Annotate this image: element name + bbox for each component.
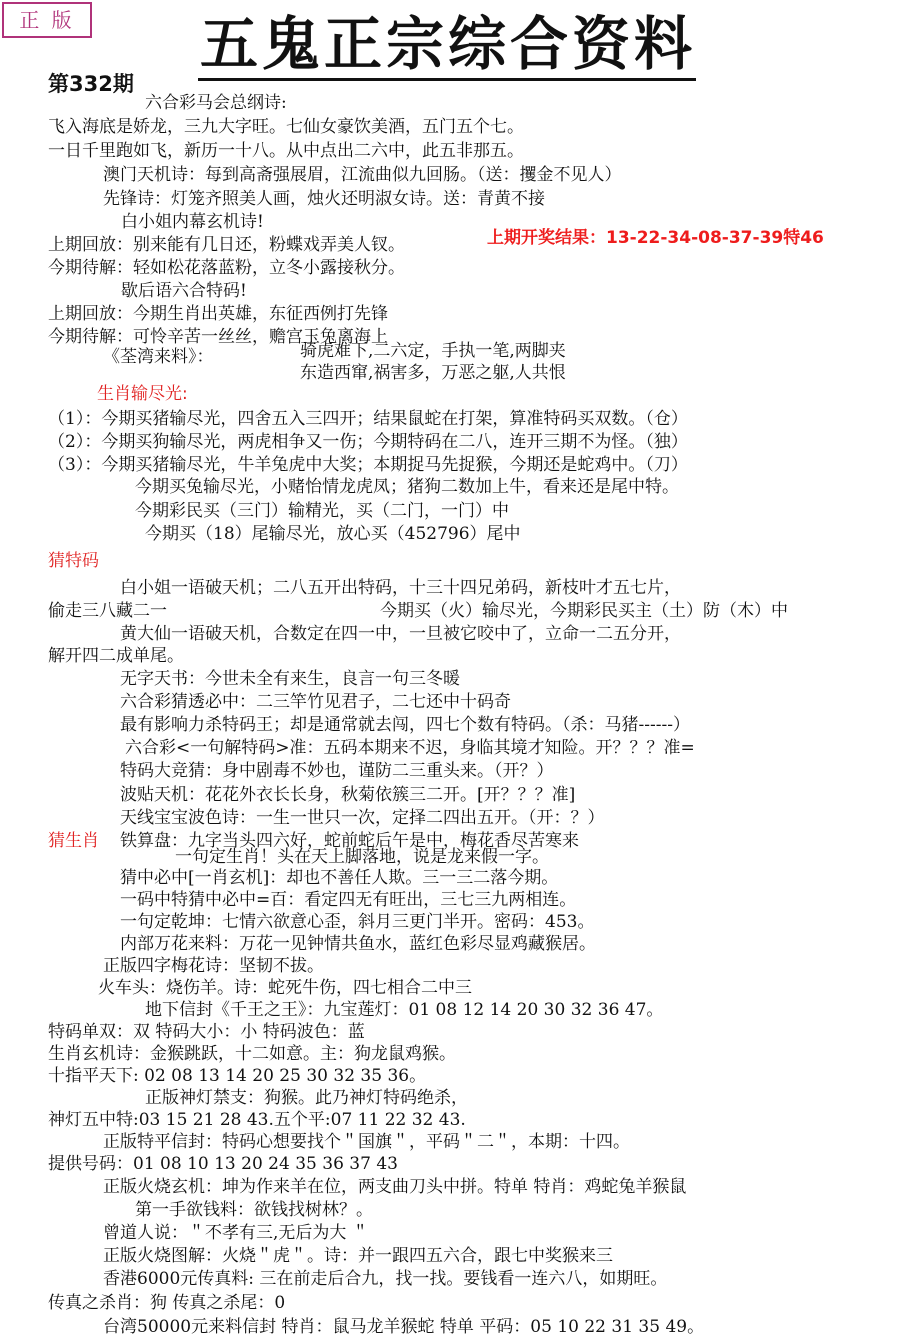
- text-line: 特码单双：双 特码大小：小 特码波色：蓝: [48, 1022, 365, 1042]
- text-line: 今期彩民买（三门）输精光，买（二门，一门）中: [135, 501, 509, 521]
- text-line: 生肖玄机诗：金猴跳跃，十二如意。主：狗龙鼠鸡猴。: [48, 1044, 456, 1064]
- previous-result: 上期开奖结果：13-22-34-08-37-39特46: [487, 228, 824, 248]
- text-line: 六合彩马会总纲诗:: [145, 93, 287, 113]
- section-heading: 猜特码: [48, 551, 99, 571]
- text-line: 黄大仙一语破天机，合数定在四一中，一旦被它咬中了，立命一二五分开，: [120, 624, 681, 644]
- text-line: 今期待解：可怜辛苦一丝丝，赡宫玉兔离海上: [48, 327, 388, 347]
- text-line: 白小姐一语破天机；二八五开出特码，十三十四兄弟码，新枝叶才五七片，: [120, 578, 681, 598]
- text-line: 十指平天下: 02 08 13 14 20 25 30 32 35 36。: [48, 1066, 427, 1086]
- text-line: 第一手欲钱料：欲钱找树林？。: [135, 1200, 373, 1220]
- text-line: 一句定生肖！头在天上脚落地，说是龙来假一字。: [175, 847, 549, 867]
- page-title: 五鬼正宗综合资料: [200, 10, 697, 78]
- text-line: 上期回放：别来能有几日还，粉蝶戏弄美人钗。: [48, 235, 405, 255]
- text-line: 特码大竞猜：身中剧毒不妙也，谨防二三重头来。（开？）: [120, 761, 554, 781]
- text-line: 澳门天机诗：每到高斋强展眉，江流曲似九回肠。（送：攫金不见人）: [103, 165, 622, 185]
- text-line: 正版四字梅花诗：坚韧不拔。: [103, 956, 324, 976]
- text-line: 《荃湾来料》：: [103, 347, 214, 367]
- text-line: （1）：今期买猪输尽光，四舍五入三四开；结果鼠蛇在打架，算准特码买双数。（仓）: [48, 409, 688, 429]
- section-heading: 生肖输尽光:: [97, 384, 188, 404]
- text-line: （3）：今期买猪输尽光，牛羊兔虎中大奖；本期捉马先捉猴，今期还是蛇鸡中。（刀）: [48, 455, 688, 475]
- text-line: 台湾50000元来料信封 特肖：鼠马龙羊猴蛇 特单 平码：05 10 22 31 35 49。: [103, 1317, 705, 1337]
- text-line: 今期买（火）输尽光，今期彩民买主（土）防（木）中: [380, 601, 788, 621]
- text-line: 一句定乾坤：七情六欲意心歪，斜月三更门半开。密码：453。: [120, 912, 595, 932]
- text-line: 上期回放：今期生肖出英雄，东征西例打先锋: [48, 304, 388, 324]
- text-line: 神灯五中特:03 15 21 28 43.五个平:07 11 22 32 43.: [48, 1110, 466, 1130]
- text-line: 天线宝宝波色诗：一生一世只一次，定择二四出五开。（开：？）: [120, 808, 605, 828]
- text-line: （2）：今期买狗输尽光，两虎相争又一伤；今期特码在二八，连开三期不为怪。（独）: [48, 432, 688, 452]
- text-line: 东造西窜,祸害多，万恶之躯,人共恨: [300, 363, 566, 383]
- text-line: 解开四二成单尾。: [48, 646, 184, 666]
- text-line: 骑虎难下,二六定，手执一笔,两脚夹: [300, 341, 566, 361]
- text-line: 猜中必中[一肖玄机]：却也不善任人欺。三一三二落今期。: [120, 868, 559, 888]
- text-line: 正版特平信封：特码心想要找个＂国旗＂，平码＂二＂，本期：十四。: [103, 1132, 630, 1152]
- title-underline: [198, 78, 696, 81]
- text-line: 曾道人说：＂不孝有三,无后为大 ＂: [103, 1223, 369, 1243]
- text-line: 提供号码：01 08 10 13 20 24 35 36 37 43: [48, 1154, 398, 1174]
- text-line: 六合彩<一句解特码>准：五码本期来不迟，身临其境才知险。开？？？准=: [125, 738, 695, 758]
- text-line: 偷走三八藏二一: [48, 601, 167, 621]
- text-line: 今期待解：轻如松花落蓝粉，立冬小露接秋分。: [48, 258, 405, 278]
- text-line: 先锋诗：灯笼齐照美人画，烛火还明淑女诗。送：青黄不接: [103, 189, 545, 209]
- text-line: 六合彩猜透必中：二三竿竹见君子，二七还中十码奇: [120, 692, 511, 712]
- text-line: 内部万花来料：万花一见钟情共鱼水，蓝红色彩尽显鸡藏猴居。: [120, 934, 596, 954]
- text-line: 地下信封《千王之王》：九宝莲灯：01 08 12 14 20 30 32 36 47。: [145, 1000, 664, 1020]
- text-line: 飞入海底是娇龙，三九大字旺。七仙女豪饮美酒，五门五个七。: [48, 117, 524, 137]
- text-line: 传真之杀肖：狗 传真之杀尾：0: [48, 1293, 286, 1313]
- text-line: 正版火烧玄机：坤为作来羊在位，两支曲刀头中拼。特单 特肖：鸡蛇兔羊猴鼠: [103, 1177, 687, 1197]
- text-line: 今期买（18）尾输尽光，放心买（452796）尾中: [145, 524, 521, 544]
- text-line: 一日千里跑如飞，新历一十八。从中点出二六中，此五非那五。: [48, 141, 524, 161]
- text-line: 波贴天机：花花外衣长长身，秋菊依簇三二开。[开？？？准]: [120, 785, 576, 805]
- text-line: 最有影响力杀特码王；却是通常就去闯，四七个数有特码。（杀：马猪------）: [120, 715, 690, 735]
- edition-badge: 正 版: [2, 2, 92, 38]
- issue-number: 第332期: [48, 72, 134, 96]
- text-line: 香港6000元传真料: 三在前走后合九，找一找。要钱看一连六八，如期旺。: [103, 1269, 668, 1289]
- text-line: 歇后语六合特码!: [121, 281, 247, 301]
- text-line: 火车头：烧伤羊。诗：蛇死牛伤，四七相合二中三: [98, 978, 472, 998]
- text-line: 正版火烧图解：火烧＂虎＂。诗：并一跟四五六合，跟七中奖猴来三: [103, 1246, 613, 1266]
- text-line: 一码中特猜中必中=百：看定四无有旺出，三七三九两相连。: [120, 890, 577, 910]
- text-line: 正版神灯禁支：狗猴。此乃神灯特码绝杀，: [145, 1088, 468, 1108]
- section-heading: 猜生肖: [48, 831, 99, 851]
- text-line: 白小姐内幕玄机诗!: [121, 212, 264, 232]
- text-line: 无字天书：今世未全有来生，良言一句三冬暖: [120, 669, 460, 689]
- text-line: 今期买兔输尽光，小赌怡情龙虎凤；猪狗二数加上牛，看来还是尾中特。: [135, 477, 679, 497]
- text-line: 铁算盘：九字当头四六好，蛇前蛇后午是中，梅花香尽苦寒来: [120, 831, 579, 851]
